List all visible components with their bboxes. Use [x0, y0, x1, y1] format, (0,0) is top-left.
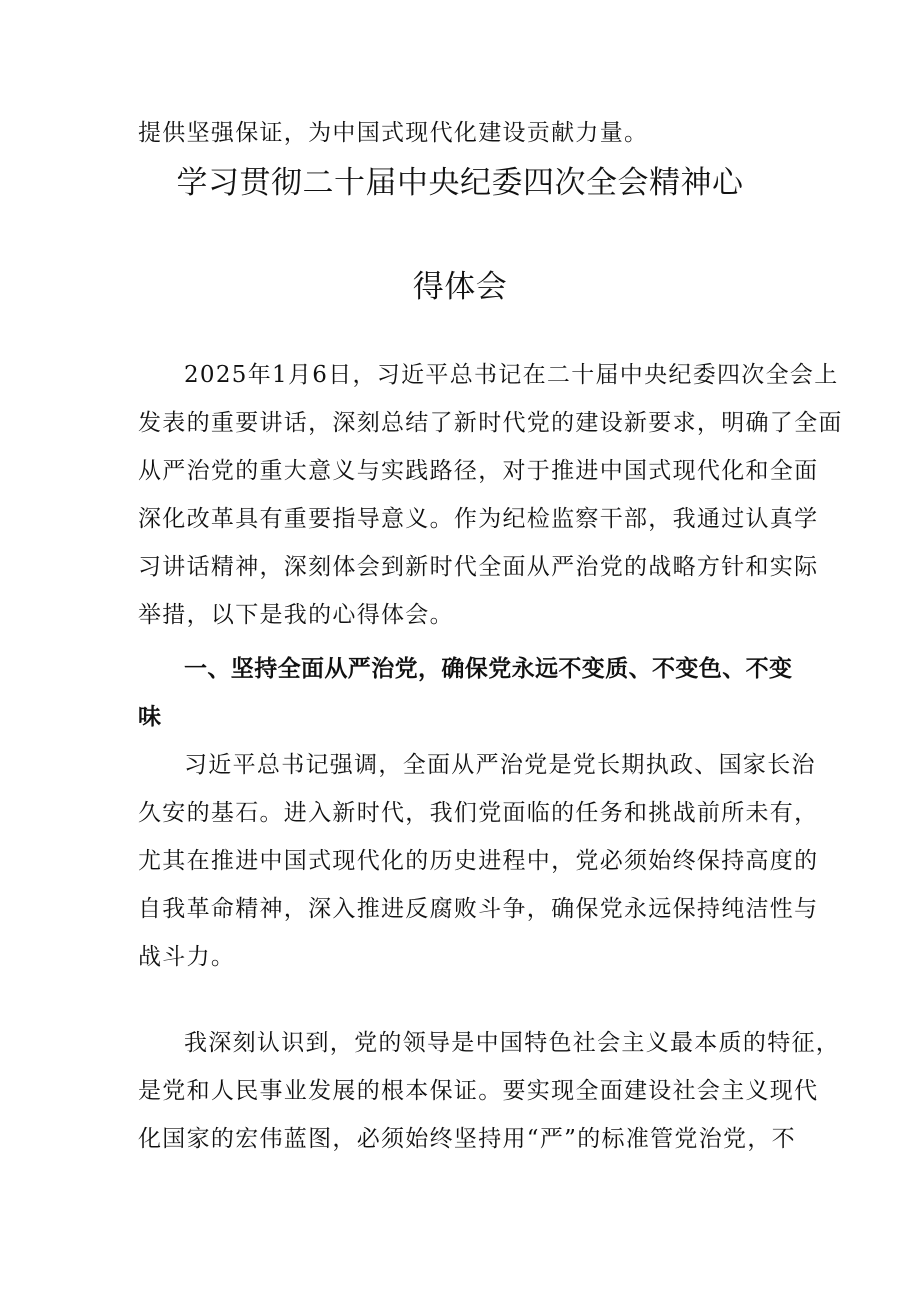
article-title-line-1: 学习贯彻二十届中央纪委四次全会精神心: [176, 165, 744, 201]
section-1-heading-line-2: 味: [138, 704, 162, 730]
paragraph-2-line-3: 尤其在推进中国式现代化的历史进程中，党必须始终保持高度的: [138, 848, 819, 874]
paragraph-2-line-5: 战斗力。: [138, 944, 236, 970]
paragraph-1-line-2: 发表的重要讲话，深刻总结了新时代党的建设新要求，明确了全面: [138, 410, 843, 436]
paragraph-2-line-1: 习近平总书记强调，全面从严治党是党长期执政、国家长治: [184, 752, 816, 778]
paragraph-1-line-1: 2025年1月6日，习近平总书记在二十届中央纪委四次全会上: [184, 362, 839, 388]
paragraph-3-line-3: 化国家的宏伟蓝图，必须始终坚持用“严”的标准管党治党，不: [138, 1126, 796, 1152]
paragraph-3-line-2: 是党和人民事业发展的根本保证。要实现全面建设社会主义现代: [138, 1078, 819, 1104]
paragraph-1-line-3: 从严治党的重大意义与实践路径，对于推进中国式现代化和全面: [138, 458, 819, 484]
paragraph-1-line-6: 举措，以下是我的心得体会。: [138, 602, 454, 628]
paragraph-1-line-4: 深化改革具有重要指导意义。作为纪检监察干部，我通过认真学: [138, 506, 819, 532]
article-title-line-2: 得体会: [412, 269, 508, 305]
paragraph-2-line-2: 久安的基石。进入新时代，我们党面临的任务和挑战前所未有，: [138, 800, 819, 826]
paragraph-1-line-5: 习讲话精神，深刻体会到新时代全面从严治党的战略方针和实际: [138, 554, 819, 580]
carry-over-line: 提供坚强保证，为中国式现代化建设贡献力量。: [138, 120, 649, 146]
paragraph-2-line-4: 自我革命精神，深入推进反腐败斗争，确保党永远保持纯洁性与: [138, 896, 819, 922]
paragraph-3-line-1: 我深刻认识到，党的领导是中国特色社会主义最本质的特征，: [184, 1030, 841, 1056]
section-1-heading-line-1: 一、坚持全面从严治党，确保党永远不变质、不变色、不变: [184, 656, 793, 682]
